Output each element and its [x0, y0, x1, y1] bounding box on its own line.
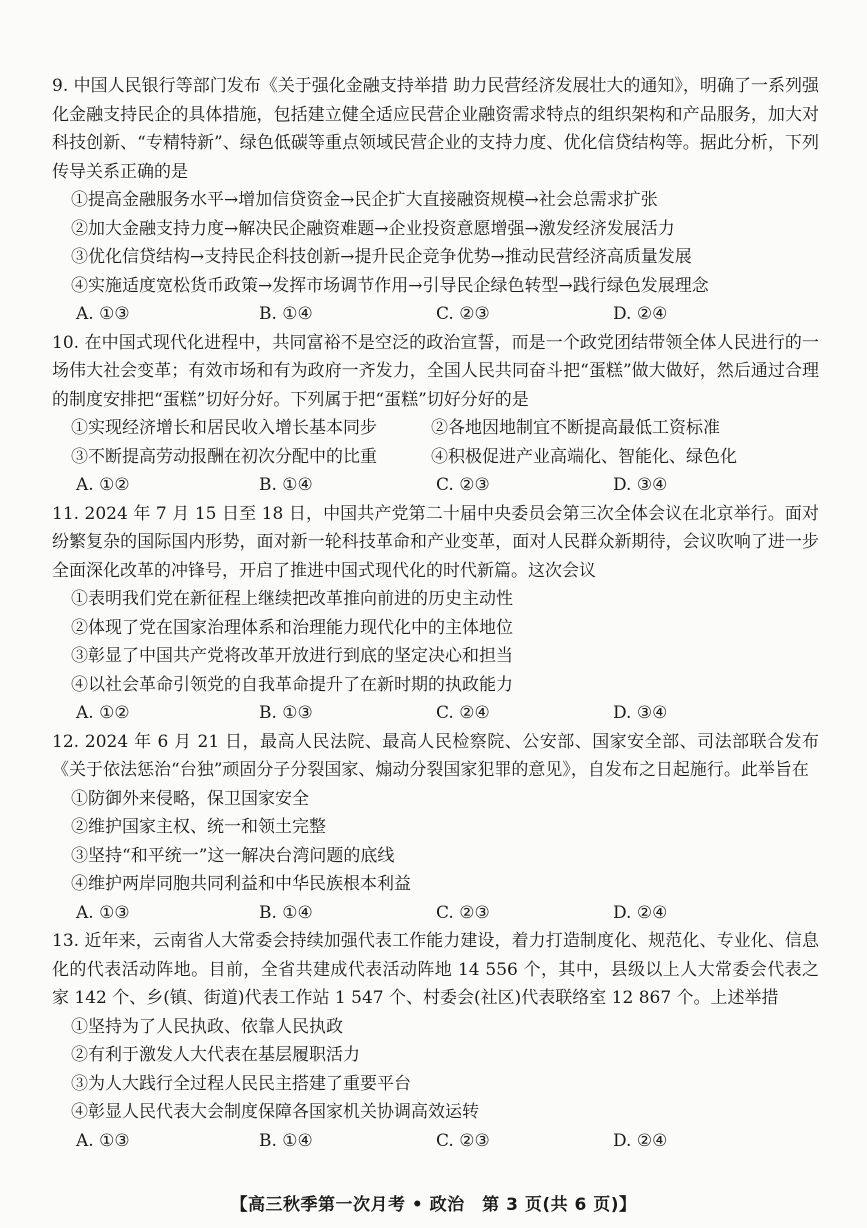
option-c: C. ②③ — [436, 902, 490, 923]
statement: ①防御外来侵略，保卫国家安全 — [71, 788, 309, 809]
statement: ①实现经济增长和居民收入增长基本同步 — [71, 418, 377, 438]
option-d: D. ②④ — [613, 304, 668, 324]
statement: ④彰显人民代表大会制度保障各国家机关协调高效运转 — [71, 1102, 479, 1122]
statement: ①提高金融服务水平→增加信贷资金→民企扩大直接融资规模→社会总需求扩张 — [71, 190, 658, 210]
option-a: A. ①② — [76, 475, 130, 495]
statement: ③为人大践行全过程人民民主搭建了重要平台 — [71, 1073, 411, 1094]
option-d: D. ②④ — [613, 902, 668, 923]
statement: ④积极促进产业高端化、智能化、绿色化 — [431, 446, 737, 467]
question-stem: 12. 2024 年 6 月 21 日，最高人民法院、最高人民检察院、公安部、国家安全部、司法部联合发布《关于依法惩治“台独”顽固分子分裂国家、煽动分裂国家犯罪的意见》，自发布之日起施行。此举旨在 — [52, 731, 819, 780]
statement: ②加大金融支持力度→解决民企融资难题→企业投资意愿增强→激发经济发展活力 — [71, 218, 675, 239]
statement: ②各地因地制宜不断提高最低工资标准 — [431, 418, 720, 438]
option-c: C. ②③ — [436, 304, 490, 324]
answer-options — [52, 471, 819, 500]
question-stem: 9. 中国人民银行等部门发布《关于强化金融支持举措 助力民营经济发展壮大的通知》，明确了一系列强化金融支持民企的具体措施，包括建立健全适应民营企业融资需求特点的组织架构和产品服务，加大对科技创新、“专精特新”、绿色低碳等重点领域民营企业的支持力度、优化信贷结构等。据此分析，下列传导关系正确的是 — [52, 76, 819, 182]
option-b: B. ①④ — [259, 902, 313, 923]
option-b: B. ①④ — [259, 475, 313, 495]
question-10 — [52, 329, 819, 500]
option-d: D. ③④ — [613, 475, 668, 495]
statement: ④维护两岸同胞共同利益和中华民族根本利益 — [71, 874, 411, 894]
option-a: A. ①③ — [76, 304, 130, 324]
answer-options — [52, 899, 819, 928]
statement: ③坚持“和平统一”这一解决台湾问题的底线 — [71, 845, 395, 866]
answer-options — [52, 1127, 819, 1156]
statement: ④以社会革命引领党的自我革命提升了在新时期的执政能力 — [71, 674, 513, 695]
option-d: D. ②④ — [613, 1130, 668, 1151]
statement: ③优化信贷结构→支持民企科技创新→提升民企竞争优势→推动民营经济高质量发展 — [71, 247, 692, 267]
statement: ①表明我们党在新征程上继续把改革推向前进的历史主动性 — [71, 589, 513, 609]
option-b: B. ①③ — [259, 703, 313, 723]
question-stem: 10. 在中国式现代化进程中，共同富裕不是空泛的政治宣誓，而是一个政党团结带领全体人民进行的一场伟大社会变革；有效市场和有为政府一齐发力，全国人民共同奋斗把“蛋糕”做大做好，然后通过合理的制度安排把“蛋糕”切好分好。下列属于把“蛋糕”切好分好的是 — [52, 332, 819, 410]
statement: ②维护国家主权、统一和领土完整 — [71, 817, 326, 837]
statement-grid — [52, 414, 819, 471]
option-b: B. ①④ — [259, 304, 313, 324]
question-12 — [52, 728, 819, 928]
statement: ②有利于激发人大代表在基层履职活力 — [71, 1045, 360, 1065]
statement: ③彰显了中国共产党将改革开放进行到底的坚定决心和担当 — [71, 646, 513, 666]
question-11 — [52, 500, 819, 728]
answer-options — [52, 300, 819, 329]
option-d: D. ③④ — [613, 703, 668, 723]
statement: ④实施适度宽松货币政策→发挥市场调节作用→引导民企绿色转型→践行绿色发展理念 — [71, 275, 709, 296]
statement: ①坚持为了人民执政、依靠人民执政 — [71, 1016, 343, 1037]
option-c: C. ②③ — [436, 1130, 490, 1151]
option-c: C. ②④ — [436, 703, 490, 723]
statement: ②体现了党在国家治理体系和治理能力现代化中的主体地位 — [71, 617, 513, 638]
option-a: A. ①② — [76, 703, 130, 723]
question-13 — [52, 927, 819, 1155]
question-9 — [52, 72, 819, 329]
option-c: C. ②③ — [436, 475, 490, 495]
option-a: A. ①③ — [76, 1130, 130, 1151]
question-stem: 13. 近年来，云南省人大常委会持续加强代表工作能力建设，着力打造制度化、规范化、专业化、信息化的代表活动阵地。目前，全省共建成代表活动阵地 14 556 个，其中，县级以上人大常委会代表之家 142 个、乡(镇、街道)代表工作站 1 547 个、村委会(社区)代表联络室 12 867 个。上述举措 — [52, 931, 819, 1008]
statement: ③不断提高劳动报酬在初次分配中的比重 — [71, 446, 377, 467]
page-footer: 【高三秋季第一次月考 • 政治 第 3 页(共 6 页)】 — [230, 1195, 637, 1215]
question-stem: 11. 2024 年 7 月 15 日至 18 日，中国共产党第二十届中央委员会第三次全体会议在北京举行。面对纷繁复杂的国际国内形势，面对新一轮科技革命和产业变革，面对人民群众新期待，会议吹响了进一步全面深化改革的冲锋号，开启了推进中国式现代化的时代新篇。这次会议 — [52, 503, 819, 581]
option-b: B. ①④ — [259, 1130, 313, 1151]
answer-options — [52, 699, 819, 728]
option-a: A. ①③ — [76, 902, 130, 923]
